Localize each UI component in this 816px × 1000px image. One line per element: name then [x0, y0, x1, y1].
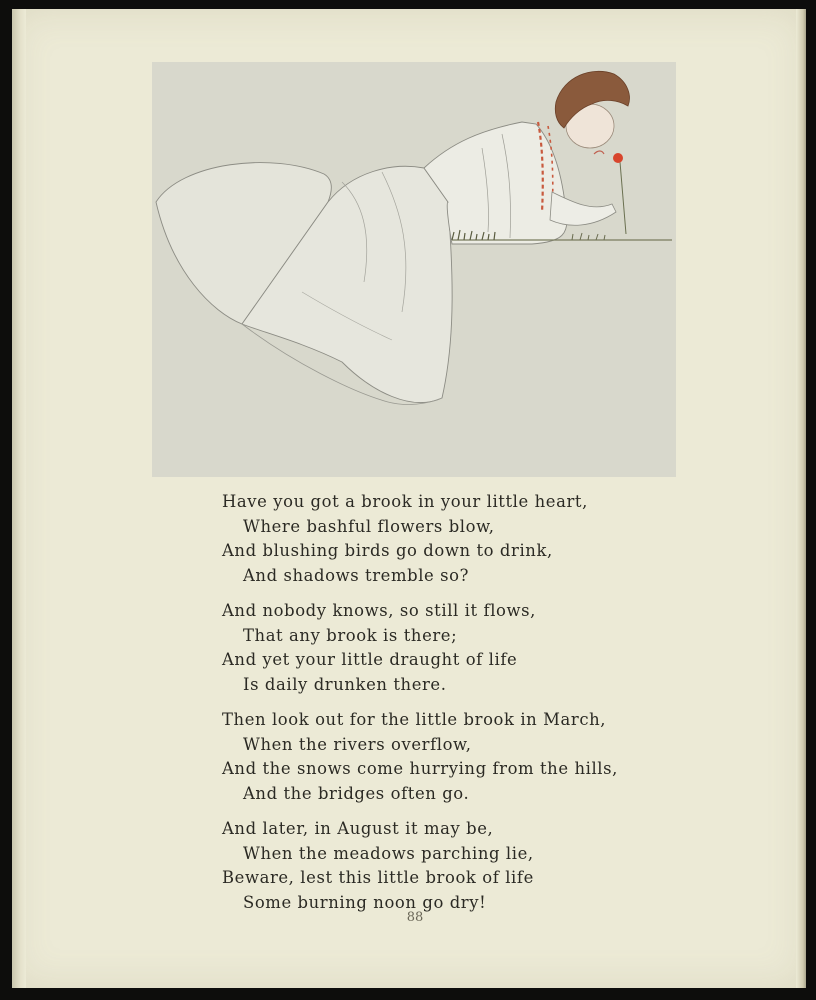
poem-text	[222, 490, 642, 926]
poem-line: Some burning noon go dry!	[243, 892, 487, 912]
poem-stanza-4	[222, 817, 642, 915]
poem-line: Have you got a brook in your little heart,	[222, 492, 588, 511]
poem-line: Then look out for the little brook in March,	[222, 710, 607, 729]
poem-line: And nobody knows, so still it flows,	[222, 601, 536, 620]
poem-line: And shadows tremble so?	[243, 565, 470, 585]
poem-line: That any brook is there;	[243, 625, 458, 645]
poem-stanza-1	[222, 490, 642, 588]
poem-line: When the meadows parching lie,	[243, 843, 534, 863]
poem-stanza-2	[222, 599, 642, 697]
poem-line: And later, in August it may be,	[222, 819, 494, 838]
poem-line: And yet your little draught of life	[222, 650, 518, 669]
poem-line: And blushing birds go down to drink,	[222, 541, 553, 560]
page-number: 88	[406, 910, 424, 925]
illustration-woman-with-flower	[152, 62, 676, 477]
poem-line: And the bridges often go.	[243, 783, 470, 803]
poem-line: Where bashful flowers blow,	[243, 516, 495, 536]
poem-stanza-3	[222, 708, 642, 806]
poem-line: Beware, lest this little brook of life	[222, 868, 534, 887]
poem-line: Is daily drunken there.	[243, 674, 447, 694]
poem-line: When the rivers overflow,	[243, 734, 472, 754]
illustration-plate	[152, 62, 676, 477]
poem-line: And the snows come hurrying from the hills,	[222, 759, 618, 778]
page-gutter-edge	[12, 9, 26, 988]
page-right-edge	[796, 9, 806, 988]
